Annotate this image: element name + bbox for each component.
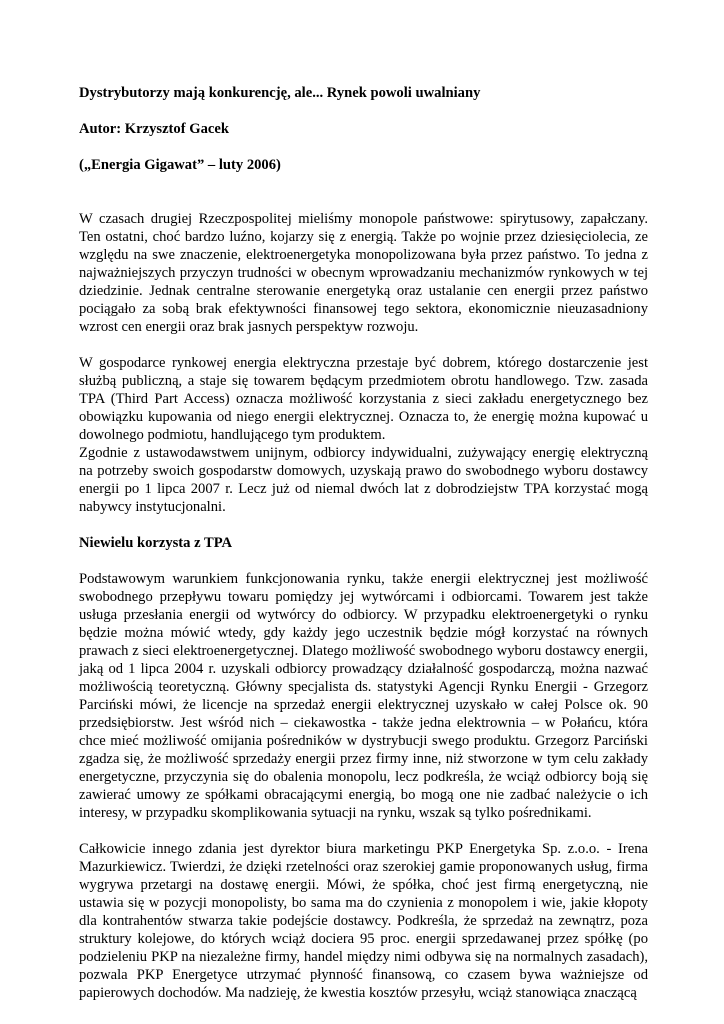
paragraph: Zgodnie z ustawodawstwem unijnym, odbiorcy indywidualni, zużywający energię elektryczną na potrzeby swoich gospodarstw domowych, uzyskają prawo do swobodnego wyboru dostawcy energii po 1 lipca 2007 r. Lecz już od niemal dwóch lat z dobrodziejstw TPA korzystać mogą nabywcy instytucjonalni. <box>79 445 648 515</box>
section-heading: Niewielu korzysta z TPA <box>79 535 233 551</box>
paragraph: W czasach drugiej Rzeczpospolitej mieliśmy monopole państwowe: spirytusowy, zapałczany. Ten ostatni, choć bardzo luźno, kojarzy się z energią. Także po wojnie przez dziesięciolecia, ze względu na swe znaczenie, elektroenergetyka monopolizowana była przez państwo. To jedna z najważniejszych przyczyn trudności w obecnym wprowadzaniu mechanizmów rynkowych w tej dziedzinie. Jednak centralne sterowanie energetyką oraz ustalanie cen energii przez państwo pociągało za sobą brak efektywności finansowej tego sektora, ekonomicznie nieuzasadniony wzrost cen energii oraz brak jasnych perspektyw rozwoju. <box>79 211 648 335</box>
article-source: („Energia Gigawat” – luty 2006) <box>79 157 281 173</box>
article-title: Dystrybutorzy mają konkurencję, ale... Rynek powoli uwalniany <box>79 85 481 101</box>
paragraph: W gospodarce rynkowej energia elektryczna przestaje być dobrem, którego dostarczenie jest służbą publiczną, a staje się towarem będącym przedmiotem obrotu handlowego. Tzw. zasada TPA (Third Part Access) oznacza możliwość korzystania z sieci zakładu energetycznego bez obowiązku kupowania od niego energii elektrycznej. Oznacza to, że energię można kupować u dowolnego podmiotu, handlującego tym produktem. <box>79 355 648 443</box>
paragraph: Całkowicie innego zdania jest dyrektor biura marketingu PKP Energetyka Sp. z.o.o. - Irena Mazurkiewicz. Twierdzi, że dzięki rzetelności oraz szerokiej gamie proponowanych usług, firma wygrywa przetargi na dostawę energii. Mówi, że spółka, choć jest firmą energetyczną, nie ustawia się w pozycji monopolisty, bo sama ma do czynienia z monopolem i wie, jakie kłopoty dla kontrahentów stwarza takie podejście dostawcy. Podkreśla, że sprzedaż na zewnątrz, poza struktury kolejowe, do których wciąż dociera 95 proc. energii sprzedawanej przez spółkę (po podzieleniu PKP na niezależne firmy, handel między nimi odbywa się na normalnych zasadach), pozwala PKP Energetyce utrzymać płynność finansową, co czasem bywa ważniejsze od papierowych dochodów. Ma nadzieję, że kwestia kosztów przesyłu, wciąż stanowiąca znaczącą <box>79 841 648 1001</box>
article-author: Autor: Krzysztof Gacek <box>79 121 229 137</box>
document-page <box>79 84 648 1002</box>
paragraph: Podstawowym warunkiem funkcjonowania rynku, także energii elektrycznej jest możliwość swobodnego przepływu towaru pomiędzy jej wytwórcami i odbiorcami. Towarem jest także usługa przesłania energii od wytwórcy do odbiorcy. W przypadku elektroenergetyki o rynku będzie można mówić wtedy, gdy każdy jego uczestnik będzie mógł korzystać na równych prawach z sieci elektroenergetycznej. Dlatego możliwość swobodnego wyboru dostawcy energii, jaką od 1 lipca 2004 r. uzyskali odbiorcy prowadzący działalność gospodarczą, można nazwać możliwością teoretyczną. Główny specjalista ds. statystyki Agencji Rynku Energii - Grzegorz Parciński mówi, że licencje na sprzedaż energii elektrycznej uzyskało w całej Polsce ok. 90 przedsiębiorstw. Jest wśród nich – ciekawostka - także jedna elektrownia – w Połańcu, która chce mieć możliwość omijania pośredników w dystrybucji swego produktu. Grzegorz Parciński zgadza się, że możliwość sprzedaży energii przez firmy inne, niż stworzone w tym celu zakłady energetyczne, przyczynia się do obalenia monopolu, lecz podkreśla, że wciąż odbiorcy boją się zawierać umowy ze spółkami obracającymi energią, bo mogą one nie zadbać należycie o ich interesy, w przypadku skomplikowania sytuacji na rynku, wszak są tylko pośrednikami. <box>79 571 648 821</box>
